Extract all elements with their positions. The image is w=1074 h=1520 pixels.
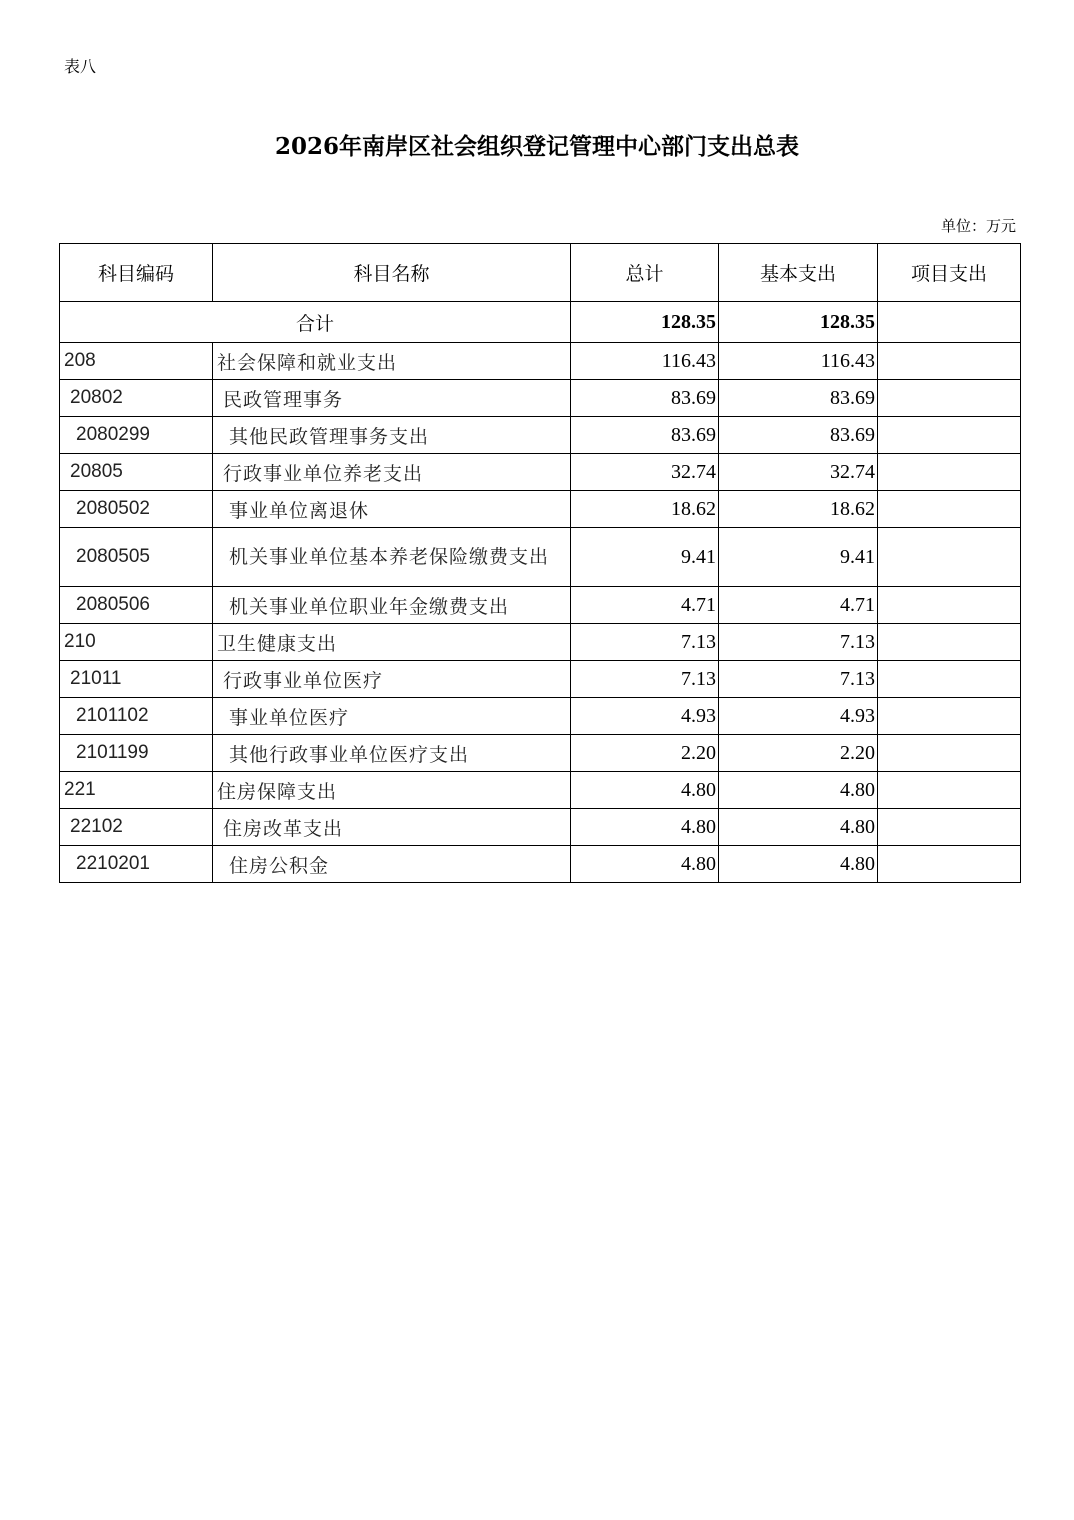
row-project (878, 809, 1021, 846)
row-basic: 4.80 (719, 809, 878, 846)
row-basic: 2.20 (719, 735, 878, 772)
total-sum: 128.35 (571, 302, 719, 343)
row-name: 住房公积金 (213, 846, 571, 883)
row-project (878, 380, 1021, 417)
total-row (60, 302, 1021, 343)
row-basic: 7.13 (719, 624, 878, 661)
row-basic: 9.41 (719, 528, 878, 587)
row-basic: 83.69 (719, 380, 878, 417)
table-row (60, 491, 1021, 528)
row-total: 7.13 (571, 624, 719, 661)
table-row (60, 624, 1021, 661)
row-basic: 18.62 (719, 491, 878, 528)
total-project (878, 302, 1021, 343)
row-basic: 32.74 (719, 454, 878, 491)
header-project: 项目支出 (878, 244, 1021, 302)
row-code: 221 (60, 772, 213, 809)
header-basic: 基本支出 (719, 244, 878, 302)
row-name: 社会保障和就业支出 (213, 343, 571, 380)
row-project (878, 528, 1021, 587)
row-code: 2080505 (60, 528, 213, 587)
table-row (60, 417, 1021, 454)
row-basic: 4.93 (719, 698, 878, 735)
row-total: 2.20 (571, 735, 719, 772)
row-total: 116.43 (571, 343, 719, 380)
row-name: 其他行政事业单位医疗支出 (213, 735, 571, 772)
table-row (60, 343, 1021, 380)
row-project (878, 698, 1021, 735)
row-name: 事业单位离退休 (213, 491, 571, 528)
row-total: 83.69 (571, 380, 719, 417)
row-project (878, 846, 1021, 883)
total-basic: 128.35 (719, 302, 878, 343)
row-basic: 4.71 (719, 587, 878, 624)
row-name: 住房保障支出 (213, 772, 571, 809)
row-total: 9.41 (571, 528, 719, 587)
table-row (60, 772, 1021, 809)
row-name: 机关事业单位基本养老保险缴费支出 (213, 528, 571, 587)
row-project (878, 735, 1021, 772)
row-code: 21011 (60, 661, 213, 698)
row-code: 2101102 (60, 698, 213, 735)
table-row (60, 846, 1021, 883)
row-basic: 7.13 (719, 661, 878, 698)
row-code: 210 (60, 624, 213, 661)
row-code: 2210201 (60, 846, 213, 883)
row-basic: 4.80 (719, 846, 878, 883)
row-name: 事业单位医疗 (213, 698, 571, 735)
row-total: 4.93 (571, 698, 719, 735)
table-header-row (60, 244, 1021, 302)
row-code: 208 (60, 343, 213, 380)
row-code: 2080299 (60, 417, 213, 454)
expenditure-table (59, 243, 1021, 883)
row-total: 4.71 (571, 587, 719, 624)
row-total: 4.80 (571, 846, 719, 883)
row-total: 4.80 (571, 809, 719, 846)
row-name: 卫生健康支出 (213, 624, 571, 661)
row-project (878, 491, 1021, 528)
row-name: 其他民政管理事务支出 (213, 417, 571, 454)
row-project (878, 587, 1021, 624)
row-name: 行政事业单位养老支出 (213, 454, 571, 491)
row-code: 20802 (60, 380, 213, 417)
table-row (60, 661, 1021, 698)
row-code: 2101199 (60, 735, 213, 772)
row-name: 民政管理事务 (213, 380, 571, 417)
header-code: 科目编码 (60, 244, 213, 302)
row-total: 32.74 (571, 454, 719, 491)
row-project (878, 417, 1021, 454)
row-code: 2080506 (60, 587, 213, 624)
row-total: 83.69 (571, 417, 719, 454)
row-total: 7.13 (571, 661, 719, 698)
row-project (878, 772, 1021, 809)
row-name: 机关事业单位职业年金缴费支出 (213, 587, 571, 624)
row-project (878, 624, 1021, 661)
row-basic: 83.69 (719, 417, 878, 454)
table-number-label: 表八 (64, 57, 97, 76)
table-row (60, 698, 1021, 735)
row-code: 22102 (60, 809, 213, 846)
row-code: 2080502 (60, 491, 213, 528)
table-row (60, 587, 1021, 624)
row-code: 20805 (60, 454, 213, 491)
row-basic: 116.43 (719, 343, 878, 380)
table-row (60, 380, 1021, 417)
row-basic: 4.80 (719, 772, 878, 809)
unit-label: 单位：万元 (940, 217, 1016, 235)
total-label: 合计 (60, 302, 571, 343)
header-name: 科目名称 (213, 244, 571, 302)
table-row (60, 454, 1021, 491)
row-project (878, 661, 1021, 698)
row-name: 住房改革支出 (213, 809, 571, 846)
row-project (878, 454, 1021, 491)
row-name: 行政事业单位医疗 (213, 661, 571, 698)
row-project (878, 343, 1021, 380)
row-total: 18.62 (571, 491, 719, 528)
table-row (60, 809, 1021, 846)
table-row (60, 735, 1021, 772)
table-row (60, 528, 1021, 587)
row-total: 4.80 (571, 772, 719, 809)
page-title: 2026年南岸区社会组织登记管理中心部门支出总表 (274, 133, 799, 160)
header-total: 总计 (571, 244, 719, 302)
